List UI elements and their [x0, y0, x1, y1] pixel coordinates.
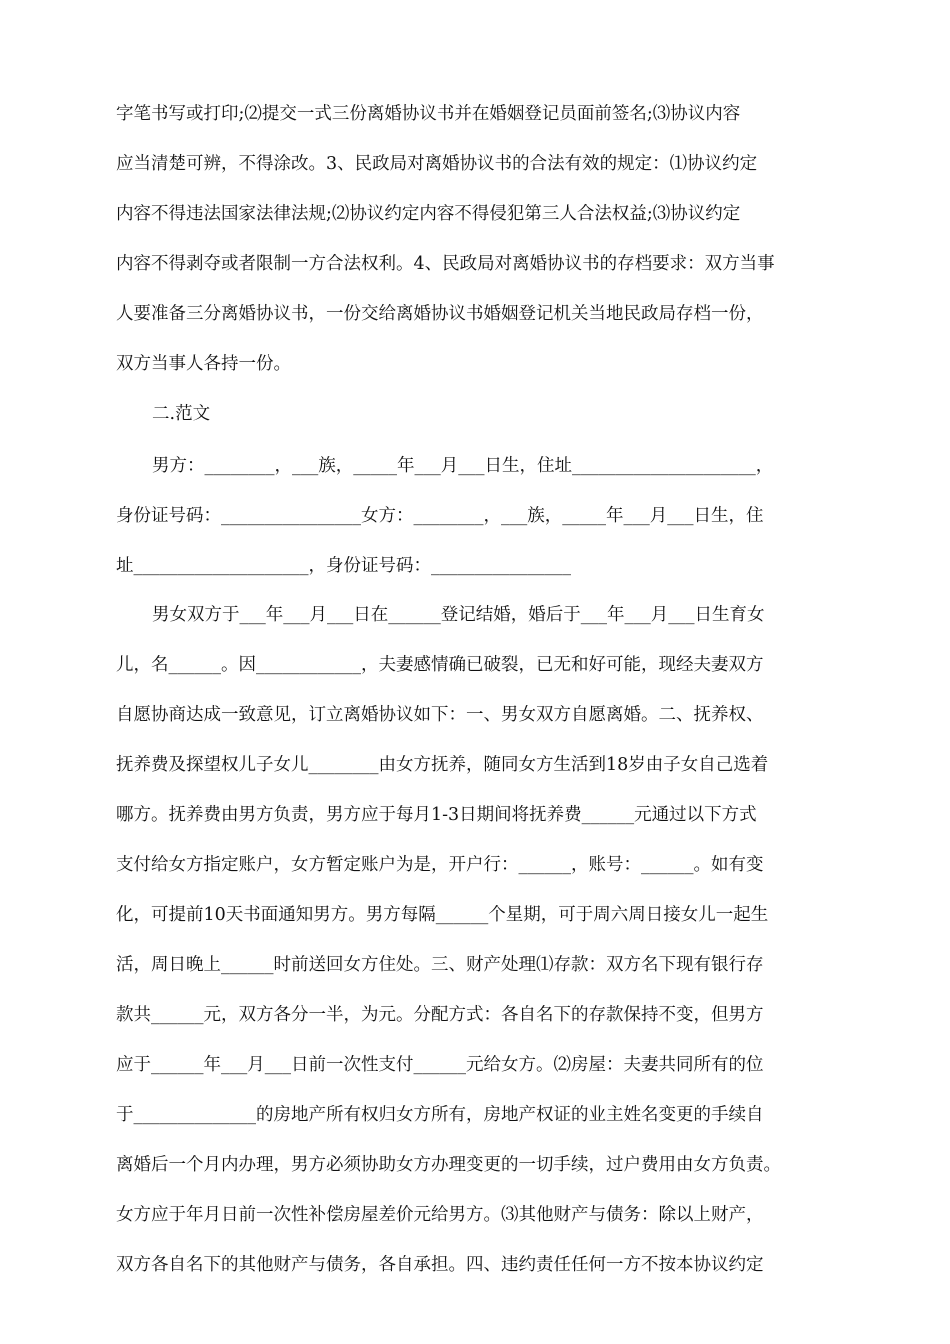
text-line: 女方应于年月日前一次性补偿房屋差价元给男方。⑶其他财产与债务：除以上财产， [116, 1205, 764, 1225]
text-line: 于______________的房地产所有权归女方所有，房地产权证的业主姓名变更的手续自 [116, 1105, 764, 1125]
text-line: 离婚后一个月内办理，男方必须协助女方办理变更的一切手续，过户费用由女方负责。 [116, 1155, 781, 1175]
text-line: 应于______年___月___日前一次性支付______元给女方。⑵房屋：夫妻共同所有的位 [116, 1055, 764, 1075]
text-line: 身份证号码：________________女方：________，___族，_____年___月___日生，住 [116, 506, 764, 526]
text-line: 字笔书写或打印;⑵提交一式三份离婚协议书并在婚姻登记员面前签名;⑶协议内容 [116, 104, 741, 124]
text-line: 男女双方于___年___月___日在______登记结婚，婚后于___年___月___日生育女 [152, 605, 765, 625]
text-line: 抚养费及探望权儿子女儿________由女方抚养，随同女方生活到18岁由子女自己选着 [116, 755, 769, 775]
text-line: 双方各自名下的其他财产与债务，各自承担。四、违约责任任何一方不按本协议约定 [116, 1255, 764, 1275]
section-heading: 二.范文 [152, 404, 211, 424]
text-line: 化，可提前10天书面通知男方。男方每隔______个星期，可于周六周日接女儿一起生 [116, 905, 769, 925]
text-line: 双方当事人各持一份。 [116, 354, 291, 374]
text-line: 址____________________，身份证号码：________________ [116, 556, 571, 576]
text-line: 人要准备三分离婚协议书，一份交给离婚协议书婚姻登记机关当地民政局存档一份， [116, 304, 764, 324]
text-line: 款共______元，双方各分一半，为元。分配方式：各自名下的存款保持不变，但男方 [116, 1005, 764, 1025]
text-line: 应当清楚可辨，不得涂改。3、民政局对离婚协议书的合法有效的规定：⑴协议约定 [116, 154, 758, 174]
text-line: 内容不得剥夺或者限制一方合法权利。4、民政局对离婚协议书的存档要求：双方当事 [116, 254, 775, 274]
text-line: 男方：________，___族，_____年___月___日生，住址_____________________， [152, 456, 774, 476]
text-line: 儿，名______。因____________，夫妻感情确已破裂，已无和好可能，现经夫妻双方 [116, 655, 764, 675]
text-line: 活，周日晚上______时前送回女方住处。三、财产处理⑴存款：双方名下现有银行存 [116, 955, 764, 975]
text-line: 支付给女方指定账户，女方暂定账户为是，开户行：______，账号：______。如有变 [116, 855, 764, 875]
text-line: 内容不得违法国家法律法规;⑵协议约定内容不得侵犯第三人合法权益;⑶协议约定 [116, 204, 741, 224]
text-line: 哪方。抚养费由男方负责，男方应于每月1-3日期间将抚养费______元通过以下方式 [116, 805, 757, 825]
text-line: 自愿协商达成一致意见，订立离婚协议如下：一、男女双方自愿离婚。二、抚养权、 [116, 705, 764, 725]
